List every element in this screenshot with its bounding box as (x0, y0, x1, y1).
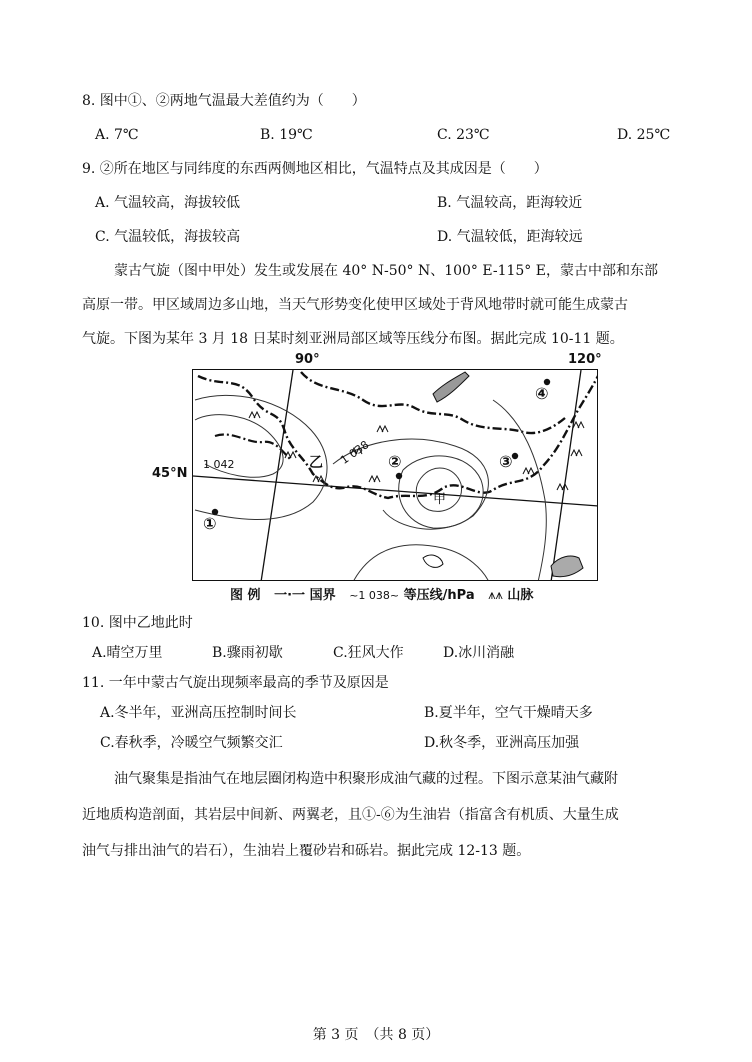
passage2-line-3: 油气与排出油气的岩石），生油岩上覆砂岩和砾岩。据此完成 12-13 题。 (82, 843, 531, 859)
lake-baikal (433, 372, 469, 402)
map-lon-90: 90° (295, 352, 320, 367)
isobar-south (353, 545, 489, 581)
mountain-symbols (249, 412, 584, 490)
q9-option-c: C. 气温较低，海拔较高 (95, 229, 241, 245)
q9-option-d: D. 气温较低，距海较远 (437, 229, 583, 245)
map-isobar-1042-label: 1 042 (203, 458, 235, 471)
border-north (301, 372, 565, 433)
legend-title: 图 例 (230, 588, 261, 603)
passage2-line-2: 近地质构造剖面，其岩层中间新、两翼老，且①-⑥为生油岩（指富含有机质、大量生成 (82, 807, 619, 823)
parallel-45n (193, 476, 598, 506)
q8-stem: 8. 图中①、②两地气温最大差值约为（ ） (82, 93, 366, 109)
q11-option-a: A.冬半年，亚洲高压控制时间长 (100, 705, 297, 721)
q10-option-b: B.骤雨初歇 (212, 645, 283, 661)
q8-option-a: A. 7℃ (95, 127, 139, 143)
legend-border-label: 国界 (309, 588, 336, 603)
q10-option-c: C.狂风大作 (333, 645, 404, 661)
point-2-dot (396, 473, 402, 479)
map-point-2: ② (388, 452, 402, 471)
map-legend (230, 584, 533, 603)
isobar-east (493, 400, 546, 581)
legend-mountain-label: 山脉 (507, 588, 534, 603)
q11-option-d: D.秋冬季，亚洲高压加强 (424, 735, 580, 751)
q10-stem: 10. 图中乙地此时 (82, 615, 193, 631)
q8-option-c: C. 23℃ (437, 127, 490, 143)
q10-option-a: A.晴空万里 (92, 645, 163, 661)
q8-option-b: B. 19℃ (260, 127, 313, 143)
q9-option-a: A. 气温较高，海拔较低 (95, 195, 241, 211)
map-lat-45: 45°N (152, 466, 188, 481)
map-point-3: ③ (499, 452, 513, 471)
q11-option-b: B.夏半年，空气干燥晴天多 (424, 705, 593, 721)
legend-isobar-label: 等压线/hPa (403, 588, 475, 603)
legend-isobar-symbol: ~1 038~ (349, 589, 400, 602)
q8-option-d: D. 25℃ (617, 127, 671, 143)
legend-border-symbol: 一·一 (274, 588, 306, 603)
map-lon-120: 120° (568, 352, 602, 367)
map-yi-label: 乙 (309, 455, 323, 471)
map-point-1: ① (203, 514, 217, 533)
q9-stem: 9. ②所在地区与同纬度的东西两侧地区相比，气温特点及其成因是（ ） (82, 161, 548, 177)
q10-option-d: D.冰川消融 (443, 645, 515, 661)
sea-east (551, 556, 583, 577)
page-footer: 第 3 页 （共 8 页） (312, 1027, 440, 1043)
map-jia-label: 甲 (433, 492, 447, 507)
passage1-line-3: 气旋。下图为某年 3 月 18 日某时刻亚洲局部区域等压线分布图。据此完成 10-11 题。 (82, 331, 624, 347)
isobar-map (192, 369, 598, 581)
meridian-120 (551, 370, 581, 581)
passage1-line-2: 高原一带。甲区域周边多山地，当天气形势变化使甲区域处于背风地带时就可能生成蒙古 (82, 297, 628, 313)
q11-stem: 11. 一年中蒙古气旋出现频率最高的季节及原因是 (82, 675, 389, 691)
lake-small (423, 555, 443, 567)
passage2-line-1: 油气聚集是指油气在地层圈闭构造中积聚形成油气藏的过程。下图示意某油气藏附 (114, 771, 618, 787)
q9-option-b: B. 气温较高，距海较近 (437, 195, 583, 211)
q11-option-c: C.春秋季，冷暖空气频繁交汇 (100, 735, 283, 751)
legend-mountain-icon: ⩚⩚ (488, 588, 503, 603)
point-3-dot (512, 453, 518, 459)
map-isobar-1038-label: 1 038 (338, 438, 372, 467)
passage1-line-1: 蒙古气旋（图中甲处）发生或发展在 40° N-50° N、100° E-115° E，蒙古中部和东部 (114, 263, 658, 279)
map-point-4: ④ (535, 384, 549, 403)
